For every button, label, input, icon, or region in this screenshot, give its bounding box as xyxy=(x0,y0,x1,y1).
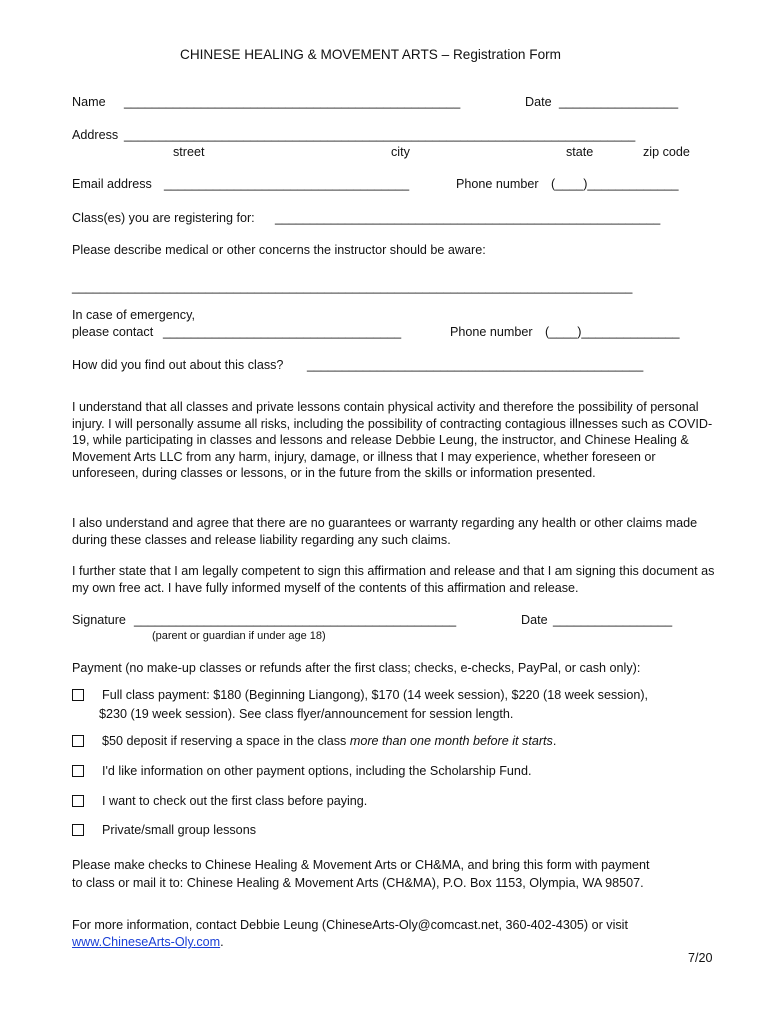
address-city-caption: city xyxy=(391,145,410,159)
phone-field[interactable]: (____)_____________ xyxy=(551,177,679,191)
address-state-caption: state xyxy=(566,145,594,159)
version-label: 7/20 xyxy=(688,951,713,965)
payment-option-full-checkbox[interactable] xyxy=(72,689,84,701)
address-street-caption: street xyxy=(173,145,205,159)
concerns-field[interactable]: ________________________________________________________________________________ xyxy=(72,280,633,294)
signature-field[interactable]: ______________________________________________ xyxy=(134,613,457,627)
payment-option-private: Private/small group lessons xyxy=(102,823,256,837)
signature-label: Signature xyxy=(72,613,126,627)
payment-option-full-line1: Full class payment: $180 (Beginning Liangong), $170 (14 week session), $220 (18 week session), xyxy=(102,688,649,702)
find-label: How did you find out about this class? xyxy=(72,358,284,372)
classes-label: Class(es) you are registering for: xyxy=(72,211,255,225)
deposit-emphasis: more than one month before it starts xyxy=(349,734,553,748)
classes-field[interactable]: _______________________________________________________ xyxy=(275,211,661,225)
name-field[interactable]: ________________________________________________ xyxy=(124,95,461,109)
email-field[interactable]: ___________________________________ xyxy=(164,177,410,191)
signature-note: (parent or guardian if under age 18) xyxy=(152,630,326,642)
name-label: Name xyxy=(72,95,106,109)
deposit-text: $50 deposit if reserving a space in the class xyxy=(102,734,350,748)
date-field[interactable]: _________________ xyxy=(559,95,679,109)
website-period: . xyxy=(220,935,224,949)
waiver-paragraph-1: I understand that all classes and private lessons contain physical activity and therefore the possibility of personal injury. I will personally assume all risks, including the possibility of contracting contagious illnesses such as COVID-19, while participating in classes and lessons and release Debbie Leung, the instructor, and Chinese Healing & Movement Arts LLC from any harm, injury, damage, or illness that I may experience, whether foreseen or unforeseen, during classes or lessons, or in the future from the skills or information presented. xyxy=(72,400,713,481)
form-title: CHINESE HEALING & MOVEMENT ARTS – Registration Form xyxy=(180,47,561,62)
email-label: Email address xyxy=(72,177,152,191)
emergency-label-line1: In case of emergency, xyxy=(72,308,195,322)
payment-option-deposit xyxy=(102,734,556,749)
deposit-end: . xyxy=(552,734,557,748)
find-field[interactable]: ________________________________________________ xyxy=(307,358,644,372)
checks-line1: Please make checks to Chinese Healing & Movement Arts or CH&MA, and bring this form with payment xyxy=(72,858,650,872)
website-link[interactable]: www.ChineseArts-Oly.com xyxy=(72,935,221,949)
waiver-paragraph-3: I further state that I am legally competent to sign this affirmation and release and that I am signing this document as my own free act. I have fully informed myself of the contents of this affirmation and release. xyxy=(72,564,715,595)
emergency-contact-field[interactable]: __________________________________ xyxy=(163,325,402,339)
payment-option-info: I'd like information on other payment options, including the Scholarship Fund. xyxy=(102,764,532,778)
website-line xyxy=(72,935,224,950)
signature-date-label: Date xyxy=(521,613,548,627)
address-field[interactable]: _________________________________________________________________________ xyxy=(124,128,636,142)
emergency-phone-label: Phone number xyxy=(450,325,533,339)
payment-option-first-class-checkbox[interactable] xyxy=(72,795,84,807)
payment-option-deposit-checkbox[interactable] xyxy=(72,735,84,747)
address-label: Address xyxy=(72,128,119,142)
waiver-paragraph-2: I also understand and agree that there are no guarantees or warranty regarding any health or other claims made during these classes and release liability regarding any such claims. xyxy=(72,516,698,547)
payment-option-first-class: I want to check out the first class before paying. xyxy=(102,794,368,808)
phone-label: Phone number xyxy=(456,177,539,191)
payment-heading: Payment (no make-up classes or refunds after the first class; checks, e-checks, PayPal, or cash only): xyxy=(72,661,641,675)
contact-line: For more information, contact Debbie Leung (ChineseArts-Oly@comcast.net, 360-402-4305) or visit xyxy=(72,918,628,932)
payment-option-info-checkbox[interactable] xyxy=(72,765,84,777)
address-zip-caption: zip code xyxy=(643,145,690,159)
emergency-label-line2: please contact xyxy=(72,325,154,339)
emergency-phone-field[interactable]: (____)______________ xyxy=(545,325,680,339)
payment-option-private-checkbox[interactable] xyxy=(72,824,84,836)
signature-date-field[interactable]: _________________ xyxy=(553,613,673,627)
concerns-label: Please describe medical or other concerns the instructor should be aware: xyxy=(72,243,486,257)
payment-option-full-line2: $230 (19 week session). See class flyer/announcement for session length. xyxy=(99,707,514,721)
date-label: Date xyxy=(525,95,552,109)
checks-line2: to class or mail it to: Chinese Healing & Movement Arts (CH&MA), P.O. Box 1153, Olympia, WA 98507. xyxy=(72,876,644,890)
